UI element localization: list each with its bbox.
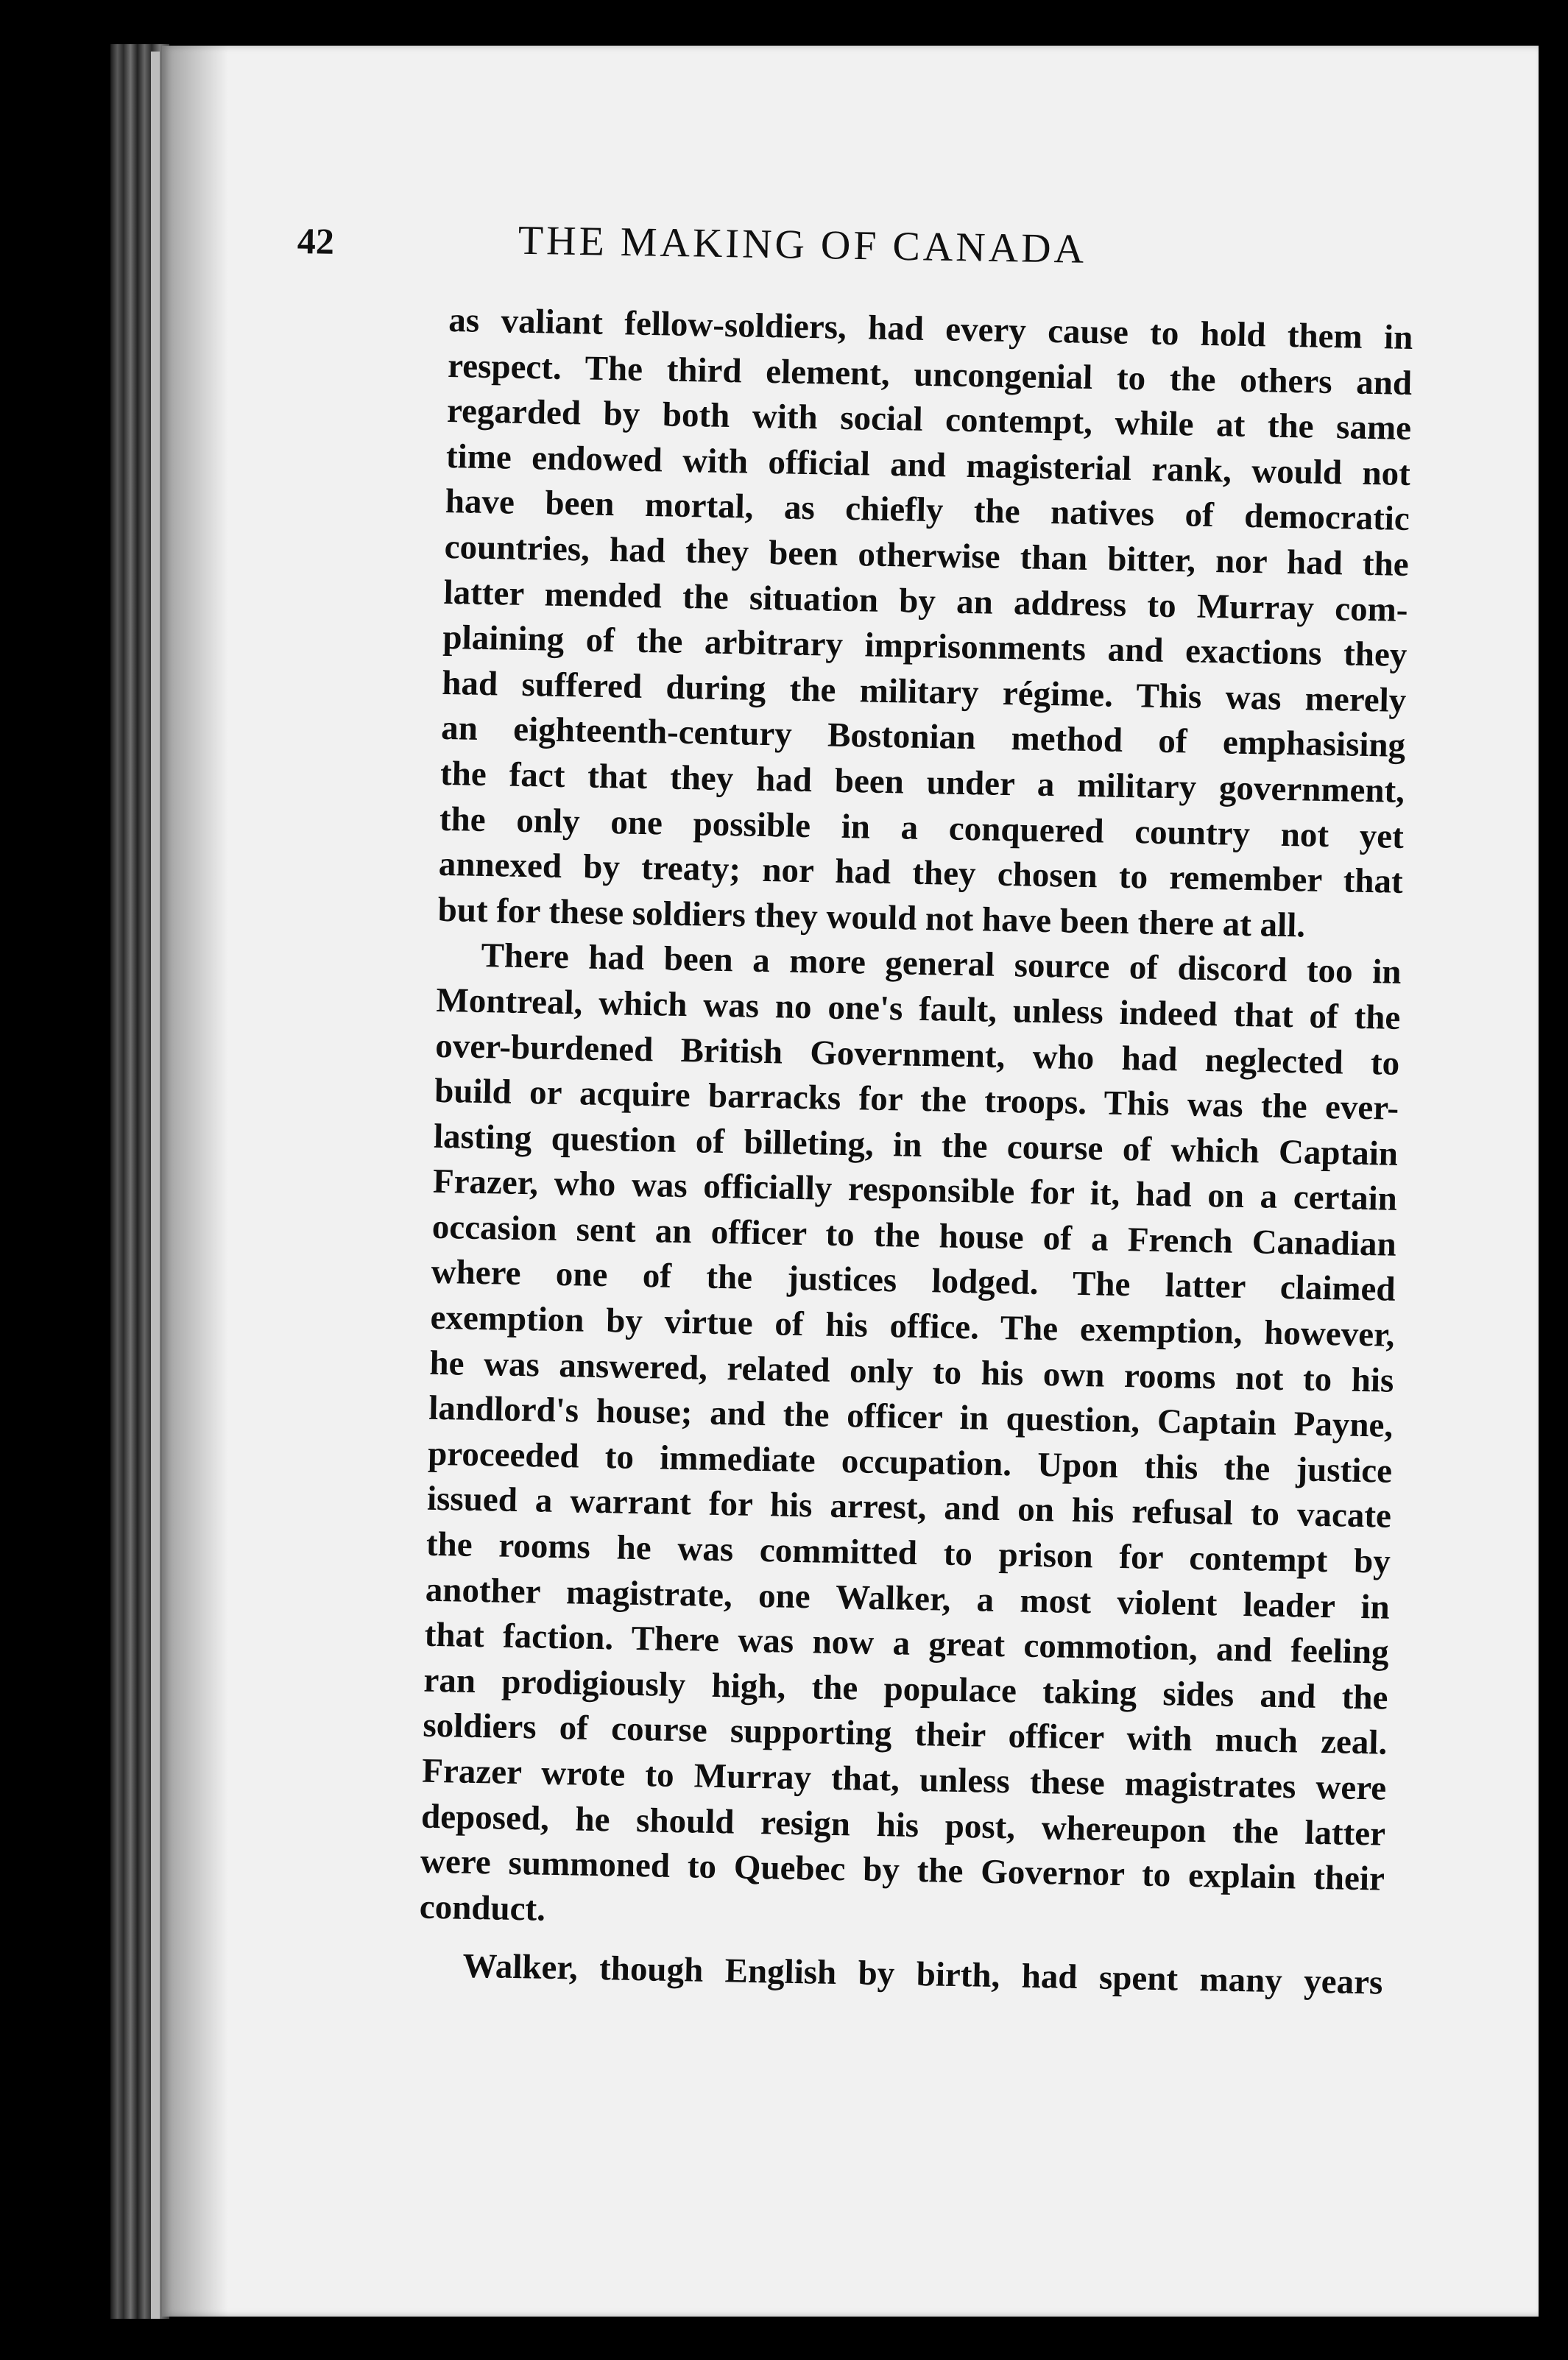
- text-line: regarded by both with social contempt, while at the same: [446, 392, 1412, 448]
- text-line: build or acquire barracks for the troops. This was the ever-: [434, 1071, 1399, 1128]
- text-line: latter mended the situation by an address to Murray com-: [443, 573, 1408, 629]
- text-line: the fact that they had been under a military government,: [439, 754, 1405, 810]
- text-line: he was answered, related only to his own rooms not to his: [429, 1343, 1394, 1400]
- text-line: Frazer wrote to Murray that, unless these magistrates were: [421, 1751, 1387, 1808]
- page-number: 42: [297, 219, 335, 262]
- text-line: were summoned to Quebec by the Governor to explain their: [420, 1842, 1385, 1898]
- running-title: THE MAKING OF CANADA: [518, 217, 1087, 272]
- text-line: occasion sent an officer to the house of a French Canadian: [431, 1207, 1397, 1264]
- text-line: an eighteenth-century Bostonian method of emphasising: [440, 709, 1406, 766]
- text-line: soldiers of course supporting their officer with much zeal.: [422, 1706, 1388, 1763]
- text-line: respect. The third element, uncongenial to the others and: [447, 346, 1413, 403]
- text-line: ran prodigiously high, the populace taking sides and the: [423, 1661, 1388, 1717]
- text-line: issued a warrant for his arrest, and on his refusal to vacate: [426, 1480, 1392, 1536]
- text-line: the only one possible in a conquered country not yet: [439, 799, 1405, 856]
- paragraph-start-line: There had been a more general source of discord too in: [481, 936, 1402, 992]
- text-line: Montreal, which was no one's fault, unless indeed that of the: [436, 981, 1401, 1037]
- text-line: conduct.: [419, 1887, 546, 1929]
- text-line: another magistrate, one Walker, a most violent leader in: [425, 1570, 1391, 1627]
- text-line: proceeded to immediate occupation. Upon this the justice: [427, 1434, 1393, 1491]
- page-stack-edge: [151, 52, 160, 2319]
- text-line: had suffered during the military régime. This was merely: [441, 663, 1407, 720]
- text-line: landlord's house; and the officer in question, Captain Payne,: [428, 1389, 1394, 1445]
- text-line: countries, had they been otherwise than bitter, nor had the: [444, 527, 1410, 584]
- text-line: Frazer, who was officially responsible for it, had on a certain: [432, 1162, 1398, 1219]
- text-line: lasting question of billeting, in the course of which Captain: [433, 1117, 1399, 1173]
- text-line: have been mortal, as chiefly the natives of democratic: [445, 482, 1410, 539]
- paragraph-start-line: Walker, though English by birth, had spent many years: [462, 1947, 1383, 2002]
- gutter-shadow: [162, 46, 228, 2317]
- running-head: [297, 190, 1314, 287]
- book-spine: [110, 44, 169, 2319]
- text-line: plaining of the arbitrary imprisonments and exactions they: [442, 618, 1408, 675]
- text-line: over-burdened British Government, who had neglected to: [434, 1026, 1400, 1083]
- text-line: annexed by treaty; nor had they chosen to remember that: [438, 845, 1404, 901]
- text-line: time endowed with official and magisterial rank, would not: [445, 437, 1411, 493]
- body-text: [418, 298, 1413, 2007]
- text-line: deposed, he should resign his post, whereupon the latter: [420, 1797, 1386, 1854]
- text-line: but for these soldiers they would not have been there at all.: [437, 890, 1306, 945]
- text-line: the rooms he was committed to prison for contempt by: [425, 1525, 1391, 1581]
- text-line: exemption by virtue of his office. The exemption, however,: [430, 1298, 1395, 1354]
- text-line: as valiant fellow-soldiers, had every cause to hold them in: [448, 300, 1413, 357]
- text-line: where one of the justices lodged. The latter claimed: [431, 1253, 1396, 1310]
- text-line: that faction. There was now a great commotion, and feeling: [424, 1615, 1389, 1672]
